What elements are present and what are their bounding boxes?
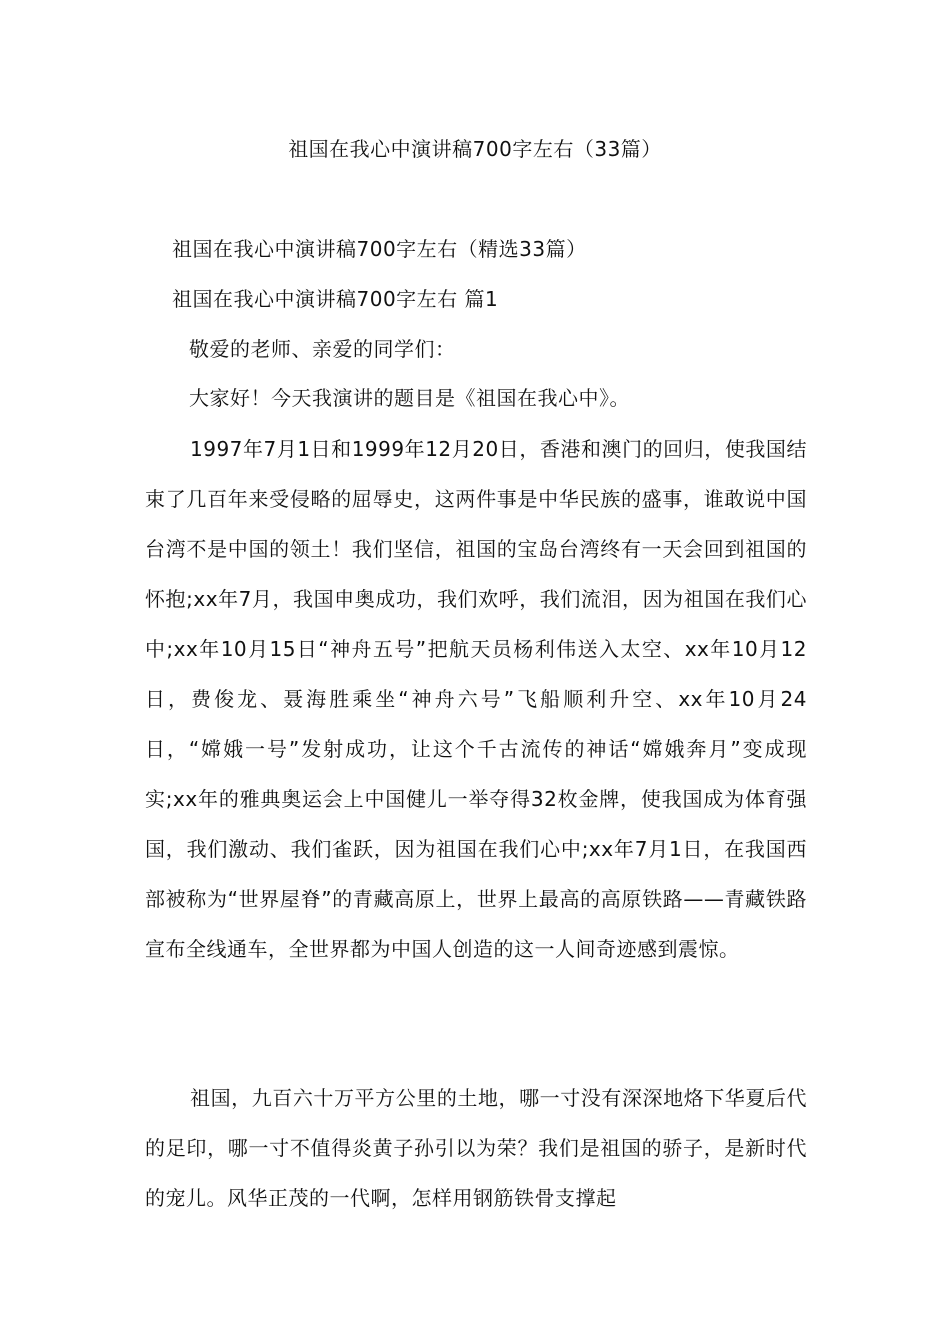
document-subtitle: 祖国在我心中演讲稿700字左右（精选33篇） [172,237,587,261]
body-paragraph: 祖国，九百六十万平方公里的土地，哪一寸没有深深地烙下华夏后代的足印，哪一寸不值得炎黄子孙引以为荣？我们是祖国的骄子，是新时代的宠儿。风华正茂的一代啊，怎样用钢筋铁骨支撑起 [145,1086,807,1210]
body-paragraph: 1997年7月1日和1999年12月20日，香港和澳门的回归，使我国结束了几百年来受侵略的屈辱史，这两件事是中华民族的盛事，谁敢说中国台湾不是中国的领土！我们坚信，祖国的宝岛台湾终有一天会回到祖国的怀抱;xx年7月，我国申奥成功，我们欢呼，我们流泪，因为祖国在我们心中;xx年10月15日“神舟五号”把航天员杨利伟送入太空、xx年10月12日，费俊龙、聂海胜乘坐“神舟六号”飞船顺利升空、xx年10月24日，“嫦娥一号”发射成功，让这个千古流传的神话“嫦娥奔月”变成现实;xx年的雅典奥运会上中国健儿一举夺得32枚金牌，使我国成为体育强国，我们激动、我们雀跃，因为祖国在我们心中;xx年7月1日，在我国西部被称为“世界屋脊”的青藏高原上，世界上最高的高原铁路——青藏铁路宣布全线通车，全世界都为中国人创造的这一人间奇迹感到震惊。 [145,437,807,961]
section-heading: 祖国在我心中演讲稿700字左右 篇1 [172,287,499,311]
document-title: 祖国在我心中演讲稿700字左右（33篇） [288,137,662,161]
greeting: 大家好！今天我演讲的题目是《祖国在我心中》。 [189,386,630,410]
salutation: 敬爱的老师、亲爱的同学们： [189,337,456,361]
